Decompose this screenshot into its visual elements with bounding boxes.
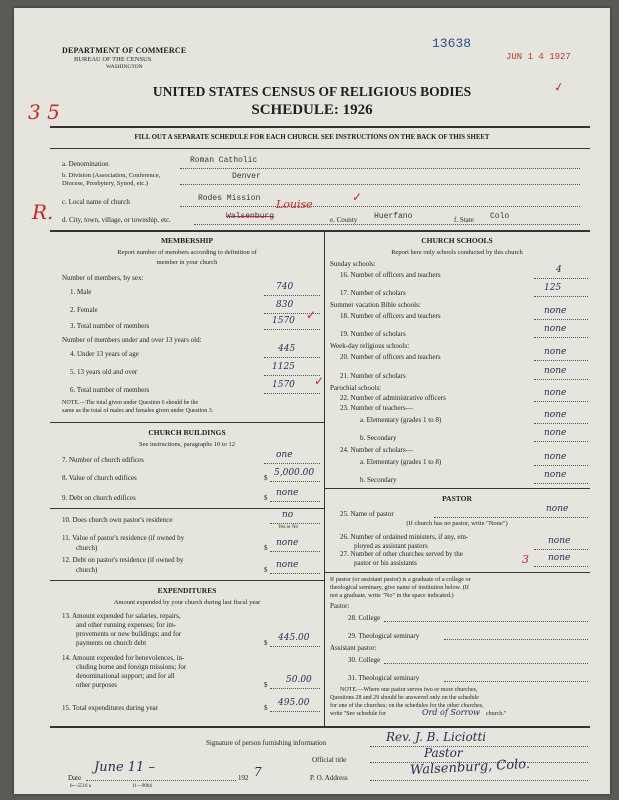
divider	[50, 230, 590, 232]
fill-line	[434, 517, 588, 518]
q5-value: 1125	[272, 362, 295, 372]
divider	[324, 572, 590, 573]
city-value: Walsenburg	[226, 212, 275, 221]
divider	[50, 508, 324, 509]
q19-label: 19. Number of scholars	[340, 330, 406, 338]
q9-label: 9. Debt on church edifices	[62, 494, 136, 502]
divider	[50, 148, 590, 149]
buildings-subtitle: See instructions, paragraphs 10 to 12	[138, 441, 236, 448]
membership-note: NOTE.—The total given under Question 6 should be the	[62, 400, 199, 406]
q10-options: Yes or No	[278, 525, 299, 530]
red-checkmark-icon: ✓	[552, 79, 566, 95]
fill-line	[444, 639, 588, 640]
q27-label: 27. Number of other churches served by the	[340, 550, 463, 558]
department-name: DEPARTMENT OF COMMERCE	[62, 46, 187, 55]
pastor-title: PASTOR	[442, 494, 472, 503]
parochial-label: Parochial schools:	[330, 384, 382, 392]
fill-line	[534, 441, 588, 442]
divider	[50, 580, 324, 581]
local-name-value: Rodes Mission	[198, 194, 261, 203]
red-checkmark-icon: ✓	[314, 374, 325, 388]
q8-label: 8. Value of church edifices	[62, 474, 137, 482]
membership-subtitle: member in your church	[156, 259, 218, 266]
q14-label: denominational support; and for all	[76, 672, 175, 680]
dollar-sign: $	[264, 704, 268, 712]
fill-line	[270, 688, 320, 689]
schools-subtitle: Report here only schools conducted by this church	[391, 249, 523, 256]
fill-line	[264, 463, 320, 464]
date-value: June 11 –	[94, 760, 155, 775]
q24a-label: a. Elementary (grades 1 to 8)	[360, 458, 442, 466]
signature-value: Rev. J. B. Liciotti	[386, 730, 487, 744]
red-mark-r: R.	[32, 200, 54, 224]
state-value: Colo	[490, 212, 510, 221]
q3-value: 1570	[272, 316, 295, 326]
fill-line	[270, 501, 320, 502]
dollar-sign: $	[264, 681, 268, 689]
fill-line	[534, 360, 588, 361]
fill-line	[370, 780, 588, 781]
q13-label: and other running expenses; for im-	[76, 621, 177, 629]
fill-line	[534, 549, 588, 550]
q11-label: 11. Value of pastor's residence (if owned by	[62, 534, 185, 542]
q29-label: 29. Theological seminary	[348, 632, 420, 640]
college-instructions: not a graduate, write "No" in the space indicated.)	[330, 592, 454, 599]
q22-value: none	[544, 388, 567, 398]
q10-value: no	[282, 510, 294, 520]
q9-value: none	[276, 488, 299, 498]
denomination-label: a. Denomination	[62, 160, 109, 168]
instruction-line: FILL OUT A SEPARATE SCHEDULE FOR EACH CHURCH. SEE INSTRUCTIONS ON THE BACK OF THIS SHEET	[134, 134, 490, 141]
q1-value: 740	[276, 282, 294, 292]
q13-label: payments on church debt	[76, 639, 147, 647]
q23a-label: a. Elementary (grades 1 to 8)	[360, 416, 442, 424]
fill-line	[444, 681, 588, 682]
q23-label: 23. Number of teachers—	[340, 404, 413, 412]
fill-line	[534, 379, 588, 380]
fill-line	[264, 357, 320, 358]
dollar-sign: $	[264, 494, 268, 502]
column-divider	[324, 230, 325, 726]
pastor-note: for one of the churches; on the schedules for the other churches,	[330, 703, 484, 709]
fill-line	[270, 481, 320, 482]
q18-value: none	[544, 306, 567, 316]
q30-label: 30. College	[348, 656, 381, 664]
fill-line	[270, 523, 320, 524]
q7-label: 7. Number of church edifices	[62, 456, 144, 464]
year-digit: 7	[254, 765, 262, 779]
weekday-label: Week-day religious schools:	[330, 342, 410, 350]
q13-label: 13. Amount expended for salaries, repairs,	[62, 612, 181, 620]
local-name-label: c. Local name of church	[62, 198, 130, 206]
red-checkmark-icon: ✓	[306, 308, 317, 322]
q22-label: 22. Number of administrative officers	[340, 394, 446, 402]
q6-value: 1570	[272, 380, 295, 390]
division-value: Denver	[232, 172, 261, 181]
q17-value: 125	[544, 283, 562, 293]
fill-line	[384, 663, 588, 664]
city-label: d. City, town, village, or township, etc.	[62, 216, 171, 224]
q16-value: 4	[556, 265, 562, 275]
fill-line	[270, 711, 320, 712]
q6-label: 6. Total number of members	[70, 386, 150, 394]
age-label: Number of members under and over 13 years old:	[62, 336, 202, 344]
expenditures-title: EXPENDITURES	[157, 586, 217, 595]
bureau-name: BUREAU OF THE CENSUS	[74, 56, 152, 63]
q13-value: 445.00	[278, 633, 310, 643]
dollar-sign: $	[264, 544, 268, 552]
membership-subtitle: Report number of members according to definition of	[117, 249, 257, 256]
form-number: 6—5516 a	[70, 784, 91, 789]
serial-number: 13638	[432, 36, 472, 51]
po-address-value: Walsenburg, Colo.	[409, 756, 531, 779]
q26-value: none	[548, 536, 571, 546]
divider	[324, 488, 590, 489]
q23b-label: b. Secondary	[360, 434, 397, 442]
q26-label: 26. Number of ordained ministers, if any, em-	[340, 533, 469, 541]
pastor-note: Questions 28 and 29 should be answered only on the schedule	[330, 695, 479, 701]
q11-value: none	[276, 538, 299, 548]
q26-label: ployed as assistant pastors	[354, 542, 428, 550]
fill-line	[270, 646, 320, 647]
assistant-label: Assistant pastor:	[330, 644, 377, 652]
q12-value: none	[276, 560, 299, 570]
red-checkmark-icon: ✓	[352, 190, 363, 204]
pastor-note: write "See schedule for	[330, 711, 386, 717]
q14-label: other purposes	[76, 681, 118, 689]
q23a-value: none	[544, 410, 567, 420]
q14-value: 50.00	[286, 675, 312, 685]
fill-line	[370, 746, 588, 747]
fill-line	[270, 551, 320, 552]
divider	[50, 126, 590, 128]
state-label: f. State	[454, 216, 474, 224]
q7-value: one	[276, 450, 293, 460]
fill-line	[180, 184, 580, 185]
county-value: Huerfano	[374, 212, 413, 221]
q11-label: church)	[76, 544, 98, 552]
q8-value: 5,000.00	[274, 468, 315, 478]
q14-label: 14. Amount expended for benevolences, in-	[62, 654, 185, 662]
form-title: UNITED STATES CENSUS OF RELIGIOUS BODIES	[152, 84, 472, 99]
fill-line	[180, 206, 580, 207]
dollar-sign: $	[264, 639, 268, 647]
q25-value: none	[546, 504, 569, 514]
fill-line	[270, 573, 320, 574]
fill-line	[534, 423, 588, 424]
q27-red-mark: 3	[522, 553, 529, 566]
received-stamp: JUN 1 4 1927	[506, 52, 571, 62]
fill-line	[534, 401, 588, 402]
college-instructions: If pastor (or assistant pastor) is a graduate of a college or	[330, 576, 471, 583]
q19-value: none	[544, 324, 567, 334]
q3-label: 3. Total number of members	[70, 322, 150, 330]
q27-label: pastor or his assistants	[354, 559, 417, 567]
q12-label: church)	[76, 566, 98, 574]
census-schedule-form	[14, 8, 610, 794]
divider	[50, 422, 324, 423]
division-label: b. Division (Association, Conference, Diocese, Presbytery, Synod, etc.)	[62, 172, 161, 187]
official-title-label: Official title	[312, 756, 347, 764]
fill-line	[534, 278, 588, 279]
official-title-value: Pastor	[424, 746, 463, 760]
pastor-note: church."	[486, 711, 507, 717]
q13-label: provements or new buildings; and for	[76, 630, 182, 638]
q25-note: (If church has no pastor, write "None")	[406, 520, 508, 527]
q14-label: cluding home and foreign missions; for	[76, 663, 187, 671]
date-label: Date	[68, 774, 82, 782]
fill-line	[180, 168, 580, 169]
county-label: e. County	[330, 216, 358, 224]
q21-value: none	[544, 366, 567, 376]
q10-label: 10. Does church own pastor's residence	[62, 516, 173, 524]
q1-label: 1. Male	[70, 288, 92, 296]
divider	[50, 726, 590, 728]
q12-label: 12. Debt on pastor's residence (if owned by	[62, 556, 184, 564]
q24b-label: b. Secondary	[360, 476, 397, 484]
pastor-note: NOTE.—Where one pastor serves two or more churches,	[340, 687, 478, 693]
fill-line	[534, 566, 588, 567]
q18-label: 18. Number of officers and teachers	[340, 312, 441, 320]
red-mark-number: 3 5	[28, 100, 60, 124]
q17-label: 17. Number of scholars	[340, 289, 406, 297]
q4-value: 445	[278, 344, 296, 354]
q25-label: 25. Name of pastor	[340, 510, 394, 518]
pastor-sub-label: Pastor:	[330, 602, 350, 610]
q20-value: none	[544, 347, 567, 357]
print-code: 11—9004	[132, 784, 152, 789]
schools-title: CHURCH SCHOOLS	[421, 236, 493, 245]
q15-label: 15. Total expenditures during year	[62, 704, 158, 712]
q24a-value: none	[544, 452, 567, 462]
q20-label: 20. Number of officers and teachers	[340, 353, 441, 361]
by-sex-label: Number of members, by sex:	[62, 274, 144, 282]
form-subtitle: SCHEDULE: 1926	[251, 102, 373, 118]
fill-line	[86, 780, 236, 781]
buildings-title: CHURCH BUILDINGS	[148, 428, 226, 437]
fill-line	[264, 329, 320, 330]
membership-title: MEMBERSHIP	[160, 236, 214, 245]
sunday-label: Sunday schools:	[330, 260, 376, 268]
fill-line	[534, 319, 588, 320]
fill-line	[264, 393, 320, 394]
q24b-value: none	[544, 470, 567, 480]
q27-value: none	[548, 553, 571, 563]
q31-label: 31. Theological seminary	[348, 674, 420, 682]
denomination-value: Roman Catholic	[190, 156, 258, 165]
signature-label: Signature of person furnishing information	[206, 739, 327, 747]
fill-line	[264, 295, 320, 296]
fill-line	[534, 337, 588, 338]
city-correction: Louise	[276, 198, 313, 211]
fill-line	[534, 296, 588, 297]
po-address-label: P. O. Address	[310, 774, 348, 782]
q2-value: 830	[276, 300, 294, 310]
q4-label: 4. Under 13 years of age	[70, 350, 139, 358]
dollar-sign: $	[264, 566, 268, 574]
q23b-value: none	[544, 428, 567, 438]
city-name: WASHINGTON	[106, 64, 143, 70]
year-prefix: 192	[238, 774, 249, 782]
college-instructions: theological seminary, give name of institution below. (If	[330, 584, 469, 591]
q24-label: 24. Number of scholars—	[340, 446, 413, 454]
q15-value: 495.00	[278, 698, 310, 708]
q2-label: 2. Female	[70, 306, 98, 314]
q16-label: 16. Number of officers and teachers	[340, 271, 441, 279]
expenditures-subtitle: Amount expended by your church during last fiscal year	[113, 599, 261, 606]
note-church-name: Ord of Sorrow	[422, 708, 480, 717]
fill-line	[384, 621, 588, 622]
fill-line	[534, 483, 588, 484]
dollar-sign: $	[264, 474, 268, 482]
q21-label: 21. Number of scholars	[340, 372, 406, 380]
fill-line	[194, 224, 580, 225]
membership-note: same as the total of males and females given under Question 3.	[62, 408, 214, 414]
summer-label: Summer vacation Bible schools:	[330, 301, 421, 309]
fill-line	[264, 375, 320, 376]
q28-label: 28. College	[348, 614, 381, 622]
fill-line	[534, 465, 588, 466]
q5-label: 5. 13 years old and over	[70, 368, 138, 376]
